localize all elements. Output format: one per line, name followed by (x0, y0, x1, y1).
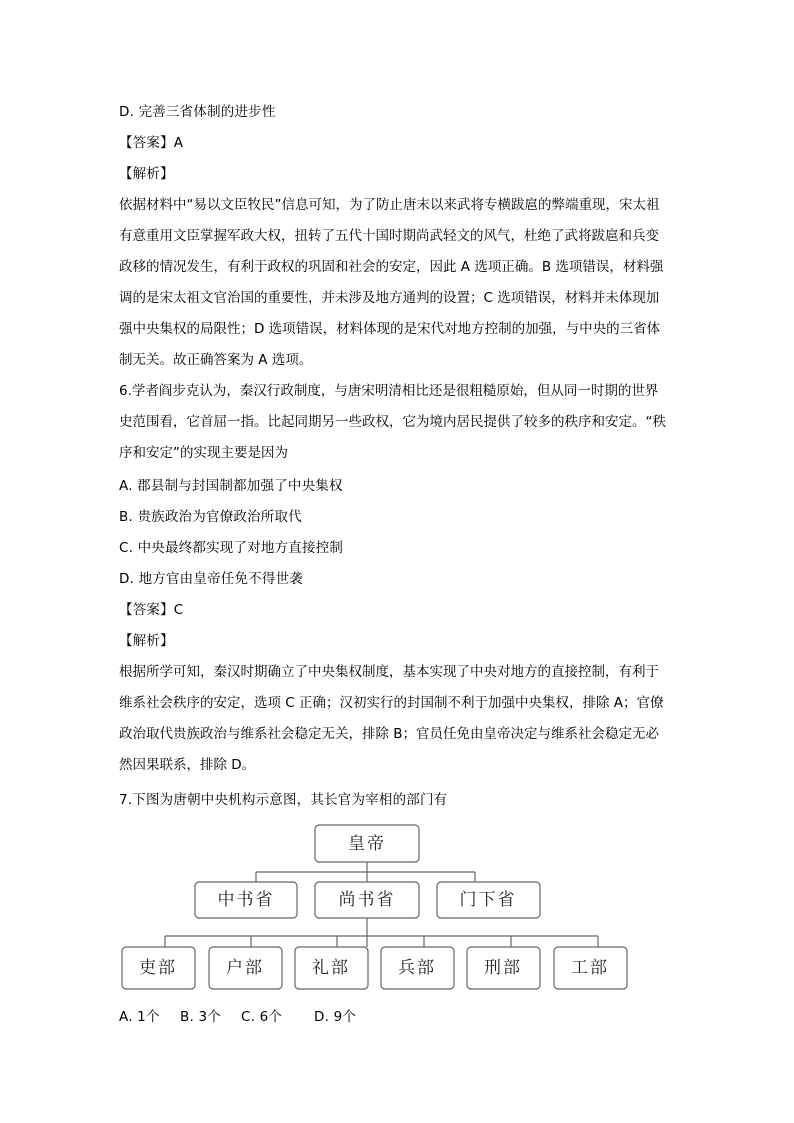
bingbu-label: 兵部 (398, 958, 436, 978)
libu-rites-label: 礼部 (312, 958, 350, 978)
analysis-line: 调的是宋太祖文官治国的重要性，并未涉及地方通判的设置；C 选项错误，材料并未体现加 (119, 290, 660, 306)
q5-answer: 【答案】A (119, 135, 184, 151)
emperor-label: 皇帝 (348, 834, 386, 854)
analysis-line: 依据材料中“易以文臣牧民”信息可知，为了防止唐末以来武将专横跋扈的弊端重现，宋太祖 (119, 197, 660, 213)
analysis-line: 然因果联系，排除 D。 (119, 757, 256, 773)
q6-analysis-title: 【解析】 (119, 633, 174, 649)
q7-stem: 7.下图为唐朝中央机构示意图，其长官为宰相的部门有 (119, 792, 448, 808)
q6-answer: 【答案】C (119, 602, 184, 618)
q6-option-d: D. 地方官由皇帝任免不得世袭 (119, 571, 303, 587)
analysis-line: 维系社会秩序的安定，选项 C 正确；汉初实行的封国制不利于加强中央集权，排除 A；官僚 (119, 695, 664, 711)
analysis-line: 政治取代贵族政治与维系社会稳定无关，排除 B；官员任免由皇帝决定与维系社会稳定无必 (119, 726, 660, 742)
analysis-line: 政移的情况发生，有利于政权的巩固和社会的安定，因此 A 选项正确。B 选项错误，材料强 (119, 259, 664, 275)
zhongshu-label: 中书省 (217, 890, 275, 910)
stem-line: 史范围看，它首屈一指。比起同期另一些政权，它为境内居民提供了较多的秩序和安定。“秩 (119, 414, 666, 430)
q7-option-d: D. 9个 (314, 1009, 357, 1025)
menxia-label: 门下省 (459, 890, 517, 910)
stem-line: 序和安定”的实现主要是因为 (119, 445, 288, 461)
q7-option-c: C. 6个 (241, 1009, 283, 1025)
q6-option-a: A. 郡县制与封国制都加强了中央集权 (119, 478, 343, 494)
q6-option-b: B. 贵族政治为官僚政治所取代 (119, 509, 302, 525)
shangshu-label: 尚书省 (338, 890, 396, 910)
q7-option-a: A. 1个 (119, 1009, 160, 1025)
stem-line: 6.学者阎步克认为，秦汉行政制度，与唐宋明清相比还是很粗糙原始，但从同一时期的世界 (119, 383, 659, 399)
libu-personnel-label: 吏部 (139, 958, 177, 978)
analysis-line: 根据所学可知，秦汉时期确立了中央集权制度，基本实现了中央对地方的直接控制，有利于 (119, 664, 659, 680)
gongbu-label: 工部 (571, 958, 609, 978)
xingbu-label: 刑部 (484, 958, 522, 978)
analysis-line: 强中央集权的局限性；D 选项错误，材料体现的是宋代对地方控制的加强，与中央的三省体 (119, 321, 661, 337)
q5-analysis-title: 【解析】 (119, 166, 174, 182)
analysis-line: 有意重用文臣掌握军政大权，扭转了五代十国时期尚武轻文的风气，杜绝了武将跋扈和兵变 (119, 228, 659, 244)
q7-option-b: B. 3个 (180, 1009, 221, 1025)
hubu-label: 户部 (226, 958, 264, 978)
q5-option-d: D. 完善三省体制的进步性 (119, 104, 276, 120)
q6-option-c: C. 中央最终都实现了对地方直接控制 (119, 540, 344, 556)
analysis-line: 制无关。故正确答案为 A 选项。 (119, 352, 313, 368)
